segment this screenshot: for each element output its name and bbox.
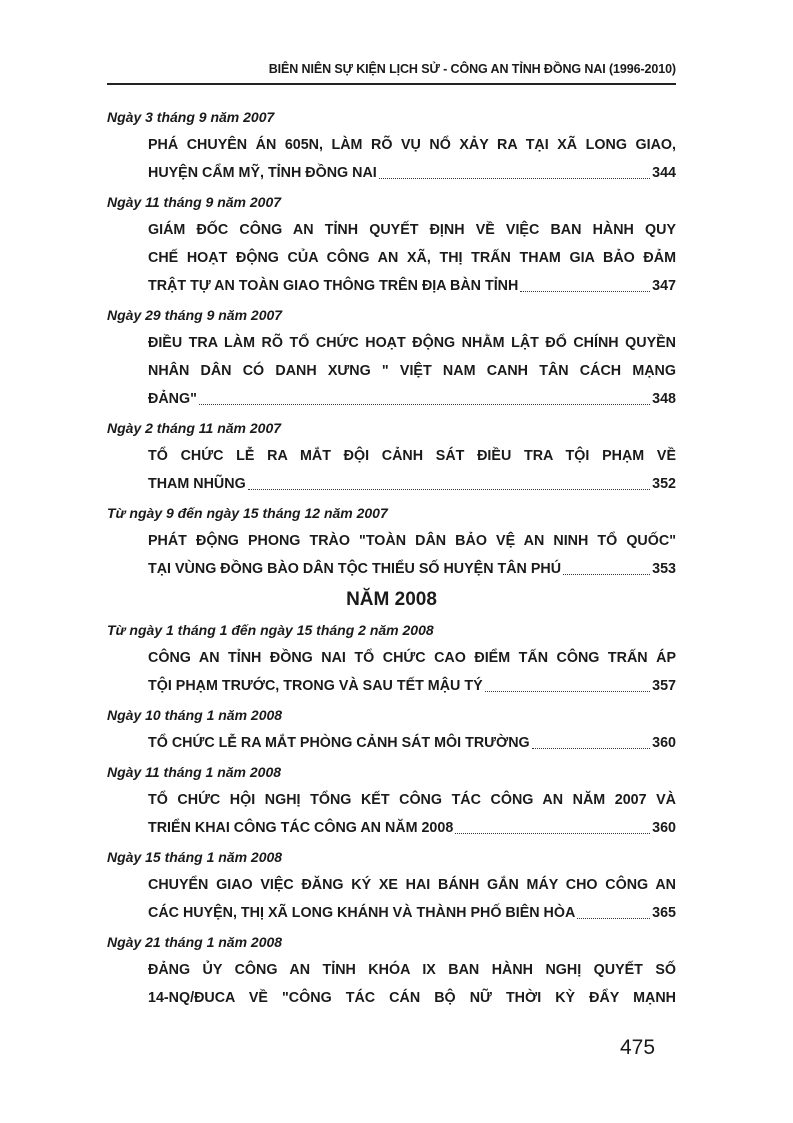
dot-leader bbox=[485, 672, 651, 692]
entry-title-line bbox=[148, 672, 676, 700]
entry-date: Ngày 3 tháng 9 năm 2007 bbox=[107, 109, 275, 125]
entry-title-line bbox=[148, 159, 676, 187]
dot-leader bbox=[199, 385, 650, 405]
dot-leader bbox=[379, 159, 650, 179]
entry-title-line: 14-NQ/ĐUCA VỀ "CÔNG TÁC CÁN BỘ NỮ THỜI KỲ ĐẨY MẠNH bbox=[148, 990, 676, 1006]
entry-title-line bbox=[148, 899, 676, 927]
entry-page-number: 352 bbox=[652, 476, 676, 492]
entry-title-line: ĐẢNG ỦY CÔNG AN TỈNH KHÓA IX BAN HÀNH NGHỊ QUYẾT SỐ bbox=[148, 962, 676, 978]
toc-entry[interactable] bbox=[107, 104, 676, 187]
entry-title-line bbox=[148, 555, 676, 583]
running-header: BIÊN NIÊN SỰ KIỆN LỊCH SỬ - CÔNG AN TỈNH ĐỒNG NAI (1996-2010) bbox=[268, 62, 676, 76]
entry-date: Từ ngày 9 đến ngày 15 tháng 12 năm 2007 bbox=[107, 505, 388, 521]
entry-title-line: CHẾ HOẠT ĐỘNG CỦA CÔNG AN XÃ, THỊ TRẤN THAM GIA BẢO ĐẢM bbox=[148, 250, 676, 266]
entry-date: Ngày 2 tháng 11 năm 2007 bbox=[107, 420, 282, 436]
entry-title-line: PHÁT ĐỘNG PHONG TRÀO "TOÀN DÂN BẢO VỆ AN NINH TỔ QUỐC" bbox=[148, 533, 676, 549]
entry-title-text: HUYỆN CẨM MỸ, TỈNH ĐỒNG NAI bbox=[148, 165, 377, 181]
toc-entry[interactable] bbox=[107, 702, 676, 757]
toc-content bbox=[107, 104, 676, 1014]
entry-title-line: NHÂN DÂN CÓ DANH XƯNG " VIỆT NAM CANH TÂN CÁCH MẠNG bbox=[148, 363, 676, 379]
page-number: 475 bbox=[620, 1036, 656, 1059]
entry-page-number: 360 bbox=[652, 820, 676, 836]
entry-date: Ngày 11 tháng 1 năm 2008 bbox=[107, 764, 282, 780]
toc-entry[interactable] bbox=[107, 844, 676, 927]
year-heading: NĂM 2008 bbox=[346, 589, 437, 610]
entry-title-line: TỔ CHỨC HỘI NGHỊ TỔNG KẾT CÔNG TÁC CÔNG AN NĂM 2007 VÀ bbox=[148, 792, 676, 808]
entry-page-number: 347 bbox=[652, 278, 676, 294]
entry-title-line: TỔ CHỨC LỄ RA MẮT ĐỘI CẢNH SÁT ĐIỀU TRA TỘI PHẠM VỀ bbox=[148, 448, 676, 464]
entry-page-number: 344 bbox=[652, 165, 676, 181]
entry-title-line: GIÁM ĐỐC CÔNG AN TỈNH QUYẾT ĐỊNH VỀ VIỆC BAN HÀNH QUY bbox=[148, 222, 676, 238]
toc-entry[interactable] bbox=[107, 929, 676, 1012]
entry-title-line: CÔNG AN TỈNH ĐỒNG NAI TỔ CHỨC CAO ĐIỂM TẤN CÔNG TRẤN ÁP bbox=[148, 650, 676, 666]
entry-title-text: CÁC HUYỆN, THỊ XÃ LONG KHÁNH VÀ THÀNH PHỐ BIÊN HÒA bbox=[148, 905, 576, 921]
entry-title-line: PHÁ CHUYÊN ÁN 605N, LÀM RÕ VỤ NỔ XẢY RA TẠI XÃ LONG GIAO, bbox=[148, 137, 676, 153]
entry-title-line: ĐIỀU TRA LÀM RÕ TỔ CHỨC HOẠT ĐỘNG NHẰM LẬT ĐỔ CHÍNH QUYỀN bbox=[148, 335, 676, 351]
entry-title-line bbox=[148, 272, 676, 300]
dot-leader bbox=[563, 555, 650, 575]
dot-leader bbox=[532, 729, 650, 749]
dot-leader bbox=[577, 899, 650, 919]
entry-page-number: 360 bbox=[652, 735, 676, 751]
dot-leader bbox=[248, 470, 650, 490]
entry-date: Ngày 21 tháng 1 năm 2008 bbox=[107, 934, 283, 950]
toc-entry[interactable] bbox=[107, 500, 676, 583]
header-rule bbox=[107, 83, 676, 85]
dot-leader bbox=[520, 272, 650, 292]
entry-title-text: TỔ CHỨC LỄ RA MẮT PHÒNG CẢNH SÁT MÔI TRƯỜNG bbox=[148, 735, 530, 751]
entry-title-line bbox=[148, 814, 676, 842]
entry-title-line: CHUYỂN GIAO VIỆC ĐĂNG KÝ XE HAI BÁNH GẮN MÁY CHO CÔNG AN bbox=[148, 877, 676, 893]
entry-title-line bbox=[148, 729, 676, 757]
entry-title-text: TRIỂN KHAI CÔNG TÁC CÔNG AN NĂM 2008 bbox=[148, 820, 454, 836]
entry-date: Ngày 11 tháng 9 năm 2007 bbox=[107, 194, 282, 210]
entry-title-text: TẠI VÙNG ĐỒNG BÀO DÂN TỘC THIỂU SỐ HUYỆN TÂN PHÚ bbox=[148, 561, 562, 577]
entry-date: Từ ngày 1 tháng 1 đến ngày 15 tháng 2 năm 2008 bbox=[107, 622, 434, 638]
entry-title-text: THAM NHŨNG bbox=[148, 476, 246, 492]
entry-title-line bbox=[148, 470, 676, 498]
entry-title-line bbox=[148, 385, 676, 413]
toc-entry[interactable] bbox=[107, 617, 676, 700]
entry-page-number: 365 bbox=[652, 905, 676, 921]
toc-entry[interactable] bbox=[107, 302, 676, 413]
entry-date: Ngày 10 tháng 1 năm 2008 bbox=[107, 707, 283, 723]
entry-title-text: TỘI PHẠM TRƯỚC, TRONG VÀ SAU TẾT MẬU TÝ bbox=[148, 678, 483, 694]
entry-date: Ngày 15 tháng 1 năm 2008 bbox=[107, 849, 283, 865]
toc-entry[interactable] bbox=[107, 189, 676, 300]
entry-title-text: TRẬT TỰ AN TOÀN GIAO THÔNG TRÊN ĐỊA BÀN TỈNH bbox=[148, 278, 519, 294]
dot-leader bbox=[455, 814, 650, 834]
entry-date: Ngày 29 tháng 9 năm 2007 bbox=[107, 307, 283, 323]
entry-page-number: 357 bbox=[652, 678, 676, 694]
toc-entry[interactable] bbox=[107, 759, 676, 842]
entry-page-number: 348 bbox=[652, 391, 676, 407]
entry-title-text: ĐẢNG" bbox=[148, 391, 197, 407]
entry-page-number: 353 bbox=[652, 561, 676, 577]
toc-entry[interactable] bbox=[107, 415, 676, 498]
